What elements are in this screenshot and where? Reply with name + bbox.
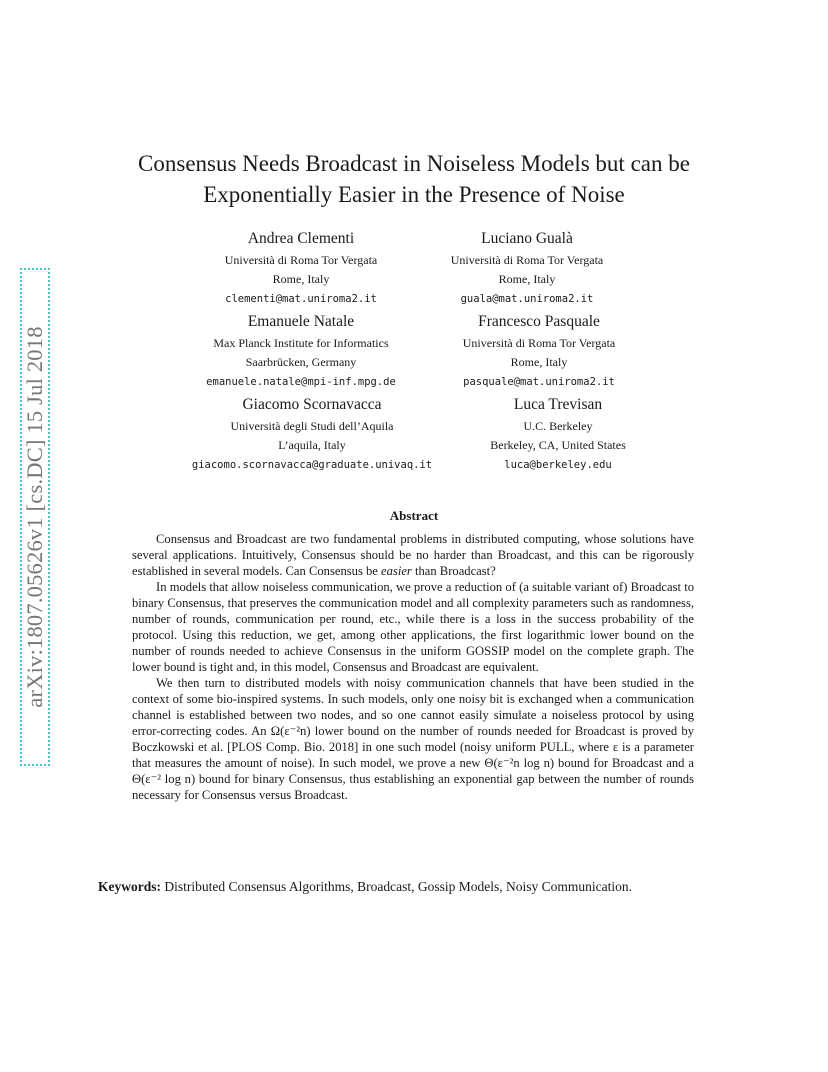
author-affiliation: Università degli Studi dell’Aquila	[230, 419, 394, 433]
abstract-heading: Abstract	[389, 508, 439, 523]
author-location: L’aquila, Italy	[278, 438, 346, 452]
author-affiliation: Max Planck Institute for Informatics	[213, 336, 389, 350]
title-line-1: Consensus Needs Broadcast in Noiseless Models but can be	[138, 151, 690, 176]
abstract-paragraph-3: We then turn to distributed models with noisy communication channels that have been studied in the context of some bio-inspired systems. In such models, only one noisy bit is exchanged when a communication channel is established between two nodes, and so one cannot easily simulate a noiseless protocol by using error-correcting codes. An Ω(ε⁻²n) lower bound on the number of rounds needed for Broadcast is proved by Boczkowski et al. [PLOS Comp. Bio. 2018] in one such model (noisy uniform PULL, where ε is a parameter that measures the amount of noise). In such model, we prove a new Θ(ε⁻²n log n) bound for Broadcast and a Θ(ε⁻² log n) bound for binary Consensus, thus establishing an exponential gap between the number of rounds necessary for Consensus versus Broadcast.	[132, 676, 694, 802]
author-affiliation: Università di Roma Tor Vergata	[450, 253, 604, 267]
author-block	[398, 395, 718, 475]
abstract-text: than Broadcast?	[411, 564, 496, 578]
author-name: Luciano Gualà	[481, 230, 573, 247]
author-email: luca@berkeley.edu	[504, 459, 612, 471]
title-line-2: Exponentially Easier in the Presence of Noise	[203, 182, 625, 207]
author-name: Luca Trevisan	[513, 396, 603, 413]
author-name: Francesco Pasquale	[478, 313, 600, 330]
arxiv-identifier: arXiv:1807.05626v1 [cs.DC] 15 Jul 2018	[22, 326, 47, 708]
author-affiliation: Università di Roma Tor Vergata	[224, 253, 378, 267]
author-block	[379, 312, 699, 392]
abstract-text: Consensus and Broadcast are two fundamental problems in distributed computing, whose solutions have several applications. Intuitively, Consensus should be no harder than Broadcast, and this can be rigorously established in several models. Can Consensus be	[132, 532, 694, 578]
author-name: Emanuele Natale	[247, 313, 355, 330]
keywords-text: Distributed Consensus Algorithms, Broadcast, Gossip Models, Noisy Communication.	[161, 879, 632, 894]
author-email: clementi@mat.uniroma2.it	[225, 293, 377, 305]
abstract-paragraph-1	[132, 531, 694, 579]
author-affiliation: U.C. Berkeley	[523, 419, 593, 433]
author-location: Rome, Italy	[510, 355, 568, 369]
keywords	[98, 878, 738, 895]
abstract-emphasis: easier	[381, 564, 412, 578]
abstract-body	[132, 531, 694, 803]
author-email: giacomo.scornavacca@graduate.univaq.it	[191, 459, 433, 471]
author-name: Giacomo Scornavacca	[242, 396, 382, 413]
author-name: Andrea Clementi	[247, 230, 355, 247]
author-email: pasquale@mat.uniroma2.it	[463, 376, 615, 388]
paper-title	[0, 148, 828, 210]
author-location: Berkeley, CA, United States	[490, 438, 626, 452]
author-email: emanuele.natale@mpi-inf.mpg.de	[206, 376, 396, 388]
author-block	[367, 229, 687, 309]
keywords-label: Keywords:	[98, 879, 161, 894]
author-email: guala@mat.uniroma2.it	[460, 293, 594, 305]
author-location: Rome, Italy	[272, 272, 330, 286]
author-location: Saarbrücken, Germany	[245, 355, 357, 369]
author-location: Rome, Italy	[498, 272, 556, 286]
author-affiliation: Università di Roma Tor Vergata	[462, 336, 616, 350]
abstract-paragraph-2: In models that allow noiseless communication, we prove a reduction of (a suitable variant of) Broadcast to binary Consensus, that preserves the communication model and all complexity parameters such as randomness, number of rounds, communication per round, etc., while there is a loss in the success probability of the protocol. Using this reduction, we get, among other applications, the first logarithmic lower bound on the number of rounds needed to achieve Consensus in the uniform GOSSIP model on the complete graph. The lower bound is tight and, in this model, Consensus and Broadcast are equivalent.	[132, 580, 694, 674]
